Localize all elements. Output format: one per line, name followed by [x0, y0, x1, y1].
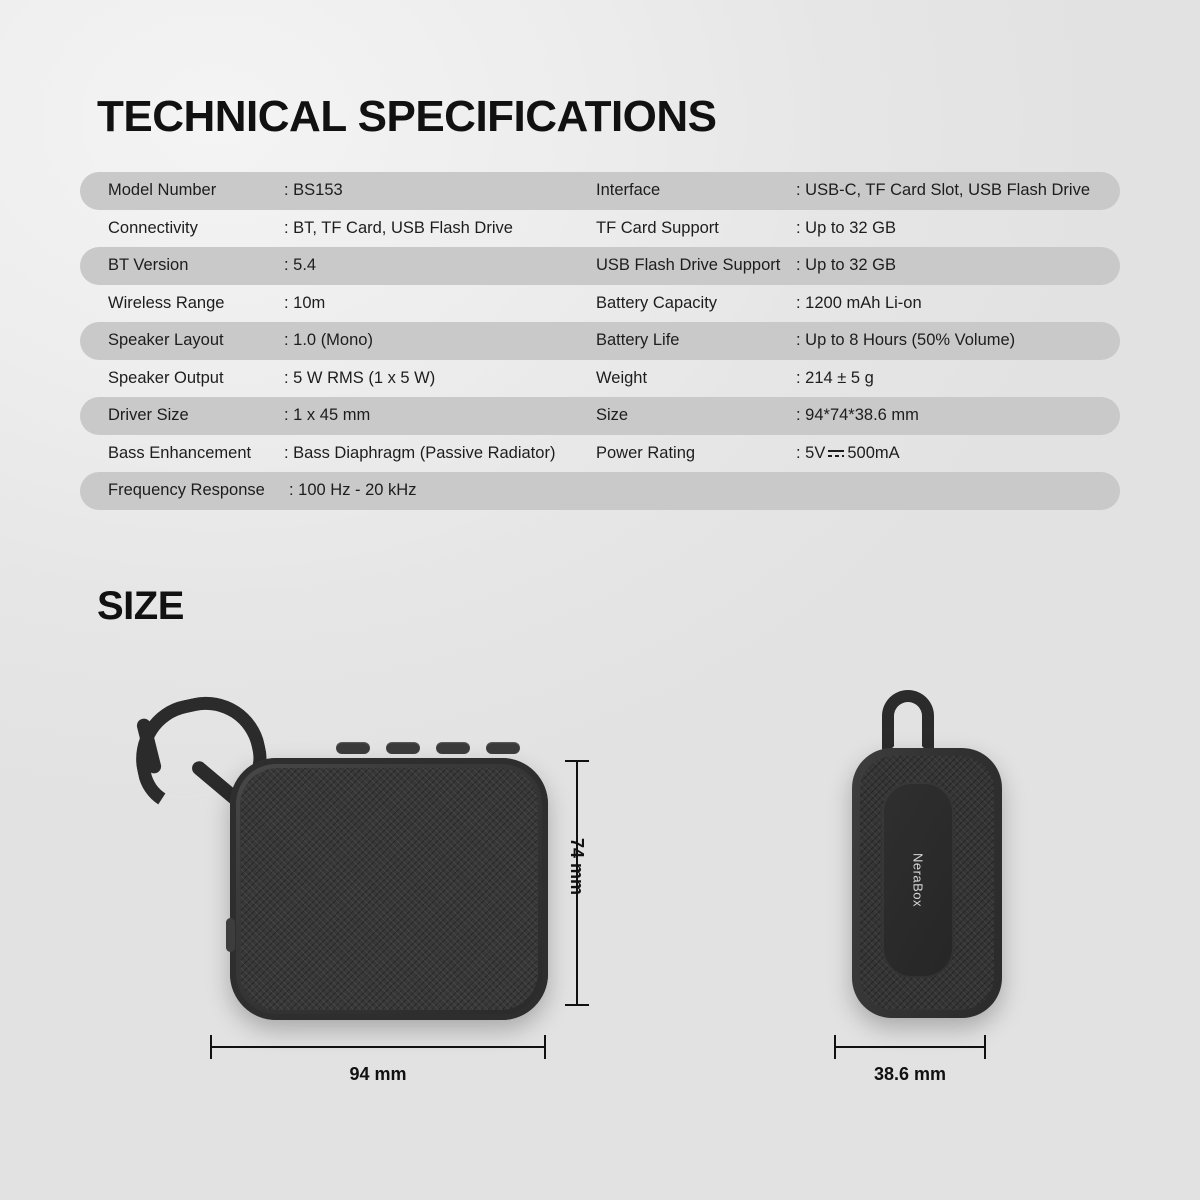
side-port-cover [226, 918, 235, 952]
spec-value: : 1 x 45 mm [284, 406, 371, 425]
depth-dimension-line [834, 1046, 986, 1048]
spec-value: : BS153 [284, 181, 343, 200]
table-row [80, 210, 1120, 248]
spec-label: Battery Capacity [596, 293, 718, 312]
spec-label: Driver Size [108, 406, 189, 425]
table-cell-left [80, 472, 1120, 510]
table-row [80, 472, 1120, 510]
spec-label: Size [596, 406, 629, 425]
speaker-body-front [230, 758, 548, 1020]
spec-value: : 5.4 [284, 256, 317, 275]
table-cell-right [596, 360, 1120, 398]
table-cell-right [596, 172, 1120, 210]
table-cell-right [596, 285, 1120, 323]
speaker-mesh-texture [240, 768, 538, 1010]
table-cell-left [80, 172, 596, 210]
brand-logo: NeraBox [910, 852, 926, 908]
size-section-title: SIZE [97, 584, 184, 628]
spec-label: Battery Life [596, 331, 680, 350]
table-cell-right [596, 397, 1120, 435]
height-dimension-label: 74 mm [567, 838, 587, 896]
table-cell-left [80, 285, 596, 323]
table-cell-left [80, 435, 596, 473]
speaker-side-view [840, 690, 1020, 1030]
spec-value: : 1.0 (Mono) [284, 331, 373, 350]
top-button-3 [436, 742, 470, 754]
spec-label: Wireless Range [108, 293, 225, 312]
table-row [80, 397, 1120, 435]
table-cell-right [596, 247, 1120, 285]
page-title: TECHNICAL SPECIFICATIONS [97, 92, 717, 141]
spec-label: Connectivity [108, 218, 198, 237]
top-button-1 [336, 742, 370, 754]
table-cell-left [80, 397, 596, 435]
depth-dimension-label: 38.6 mm [873, 1064, 947, 1084]
spec-value: : Up to 32 GB [796, 218, 896, 237]
spec-value: : 10m [284, 293, 326, 312]
speaker-body-side [852, 748, 1002, 1018]
spec-value: : BT, TF Card, USB Flash Drive [284, 218, 513, 237]
table-cell-right [596, 210, 1120, 248]
spec-value: : 1200 mAh Li-on [796, 293, 922, 312]
spec-label: Speaker Layout [108, 331, 224, 350]
dc-power-icon [828, 447, 844, 459]
table-cell-left [80, 322, 596, 360]
spec-value: : 5 W RMS (1 x 5 W) [284, 368, 436, 387]
table-row [80, 360, 1120, 398]
spec-label: Interface [596, 181, 661, 200]
speaker-side-panel [882, 782, 954, 978]
table-row [80, 285, 1120, 323]
table-cell-right [596, 322, 1120, 360]
spec-label: BT Version [108, 256, 189, 275]
spec-label: USB Flash Drive Support [596, 256, 781, 275]
table-cell-left [80, 360, 596, 398]
spec-label: Model Number [108, 181, 217, 200]
width-dimension-label: 94 mm [349, 1064, 407, 1084]
top-button-2 [386, 742, 420, 754]
spec-value: : USB-C, TF Card Slot, USB Flash Drive [796, 181, 1091, 200]
spec-label: Weight [596, 368, 648, 387]
table-row [80, 172, 1120, 210]
specifications-table [80, 172, 1120, 510]
top-button-4 [486, 742, 520, 754]
spec-value-prefix: : 5V [796, 443, 826, 462]
spec-value: : Up to 8 Hours (50% Volume) [796, 331, 1016, 350]
spec-label: TF Card Support [596, 218, 719, 237]
spec-label: Power Rating [596, 443, 696, 462]
spec-value: : 214 ± 5 g [796, 368, 874, 387]
width-dimension-line [210, 1046, 546, 1048]
table-cell-left [80, 210, 596, 248]
speaker-front-view [130, 690, 570, 1030]
spec-label: Bass Enhancement [108, 443, 252, 462]
spec-value: : 94*74*38.6 mm [796, 406, 919, 425]
spec-value-suffix: 500mA [847, 443, 900, 462]
table-row [80, 247, 1120, 285]
table-row [80, 322, 1120, 360]
table-cell-right [596, 435, 1120, 473]
spec-value: : 100 Hz - 20 kHz [289, 481, 417, 500]
spec-label: Frequency Response [108, 481, 265, 500]
spec-value: : Up to 32 GB [796, 256, 896, 275]
table-cell-left [80, 247, 596, 285]
spec-label: Speaker Output [108, 368, 224, 387]
table-row [80, 435, 1120, 473]
spec-value: : Bass Diaphragm (Passive Radiator) [284, 443, 556, 462]
